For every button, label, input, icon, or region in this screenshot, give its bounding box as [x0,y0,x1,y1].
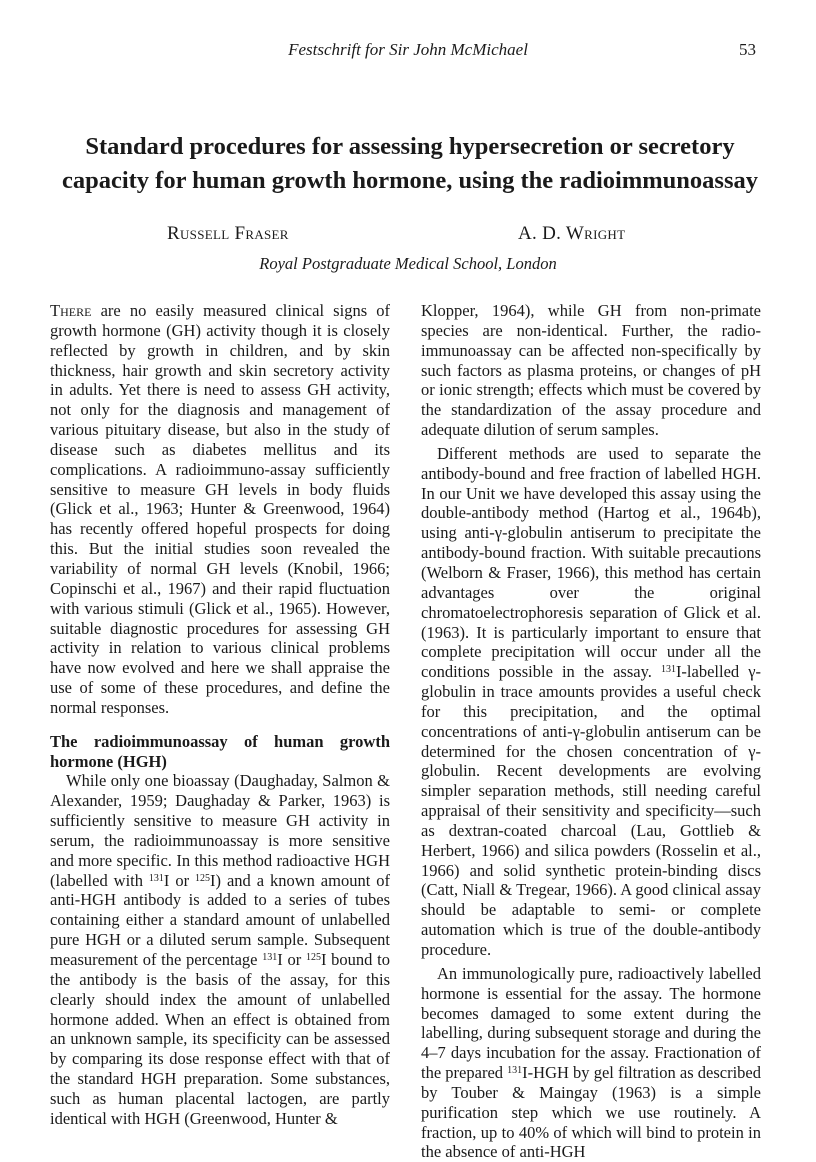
intro-text: are no easily measured clinical signs of growth hormone (GH) activity though it is closely reflected by growth in children, and by skin thickness, hair growth and skin secretory activity in adults. Yet there is need to assess GH activity, not only for the diagnosis and management of various pituitary disease, but also in the study of disease such as diabetes mellitus and its complications. A radioimmuno-assay sufficiently sensitive to measure GH levels in body fluids (Glick et al., 1963; Hunter & Greenwood, 1964) has recently offered hopeful prospects for doing this. But the initial studies soon revealed the variability of normal GH levels (Knobil, 1966; Copinschi et al., 1967) and their rapid fluctuation with various stimuli (Glick et al., 1965). However, suitable diagnostic procedures for assessing GH activity in relation to various clinical problems have now evolved and here we shall appraise the use of some of these procedures, and define the normal responses. [50,301,390,717]
superscript: 131 [660,664,676,676]
superscript: 125 [195,872,211,884]
text-run: I-labelled γ-globulin in trace amounts provides a useful check for this precipitation, and the optimal concentrations of anti-γ-globulin antiserum can be determined for the chosen concentration of γ-globulin. Recent developments are evolving simpler separation methods, still needing careful appraisal of their sensitivity and specificity—such as dextran-coated charcoal (Lau, Gottlieb & Herbert, 1966) and silica powders (Rosselin et al., 1966) and solid synthetic protein-binding discs (Catt, Niall & Tregear, 1966). A good clinical assay should be adaptable to semi- or complete automation which is true of the double-antibody procedure. [421,662,761,959]
text-run: Different methods are used to separate the antibody-bound and free fraction of labelled HGH. In our Unit we have developed this assay using the double-antibody method (Hartog et al., 1964b), using anti-γ-globulin antiserum to precipitate the antibody-bound fraction. With suitable precautions (Welborn & Fraser, 1966), this method has certain advantages over the original chromatoelectrophoresis separation of Glick et al. (1963). It is particularly important to ensure that complete precipitation will occur under all the conditions possible in the assay. [421,443,761,682]
labelling-paragraph [421,964,761,1162]
text-run: I) and a known amount of anti-HGH antibody is added to a series of tubes containing either a standard amount of unlabelled pure HGH or a diluted serum sample. Subsequent measurement of the percentage [50,870,390,969]
intro-first-word: There [50,301,92,320]
author-1: Russell Fraser [167,223,289,244]
affiliation: Royal Postgraduate Medical School, London [259,254,557,273]
text-run: An immunologically pure, radioactively labelled hormone is essential for the assay. The hormone becomes damaged to some extent during the labelling, during subsequent storage and during the 4–7 days incubation for the assay. Fractionation of the prepared [421,963,761,1083]
text-run: While only one bioassay (Daughaday, Salmon & Alexander, 1959; Daughaday & Parker, 1963) is sufficiently sensitive to measure GH activity in serum, the radioimmunoassay is more sensitive and more specific. In this method radioactive HGH (labelled with [50,771,390,890]
superscript: 125 [305,952,321,963]
text-run: I-HGH by gel filtration as described by Touber & Maingay (1963) is a simple purification step which we use routinely. A fraction, up to 40% of which will bind to protein in the absence of anti-HGH [421,1063,762,1162]
running-title: Festschrift for Sir John McMichael [288,40,528,59]
continuation-paragraph: Klopper, 1964), while GH from non-primate species are non-identical. Further, the radio-immunoassay can be affected non-specifically by such factors as plasma proteins, or changes of pH or ionic strength; effects which must be covered by the standardization of the assay procedure and adequate dilution of serum samples. [421,301,761,440]
text-run: I or [277,950,306,969]
superscript: 131 [148,872,164,884]
page-number: 53 [739,40,756,59]
superscript: 131 [262,952,278,963]
intro-paragraph [50,301,390,718]
text-run: I or [163,870,196,890]
right-column [421,301,761,1162]
assay-paragraph [50,771,390,1128]
left-column [50,301,390,1129]
superscript: 131 [507,1065,523,1077]
separation-paragraph [421,444,761,960]
section-heading: The radioimmunoassay of human growth hormone (HGH) [50,731,390,771]
text-run: I bound to the antibody is the basis of the assay, for this clearly should index the amount of unlabelled hormone added. When an effect is obtained from an unknown sample, its specificity can be assessed by comparing its dose response effect with that of the standard HGH preparation. Some substances, such as human placental lactogen, are partly identical with HGH (Greenwood, Hunter & [50,950,390,1128]
article-title: Standard procedures for assessing hypersecretion or secretory capacity for human growth hormone, using the radioimmunoassay [61,133,759,194]
running-head [0,38,816,62]
author-2: A. D. Wright [518,223,626,244]
